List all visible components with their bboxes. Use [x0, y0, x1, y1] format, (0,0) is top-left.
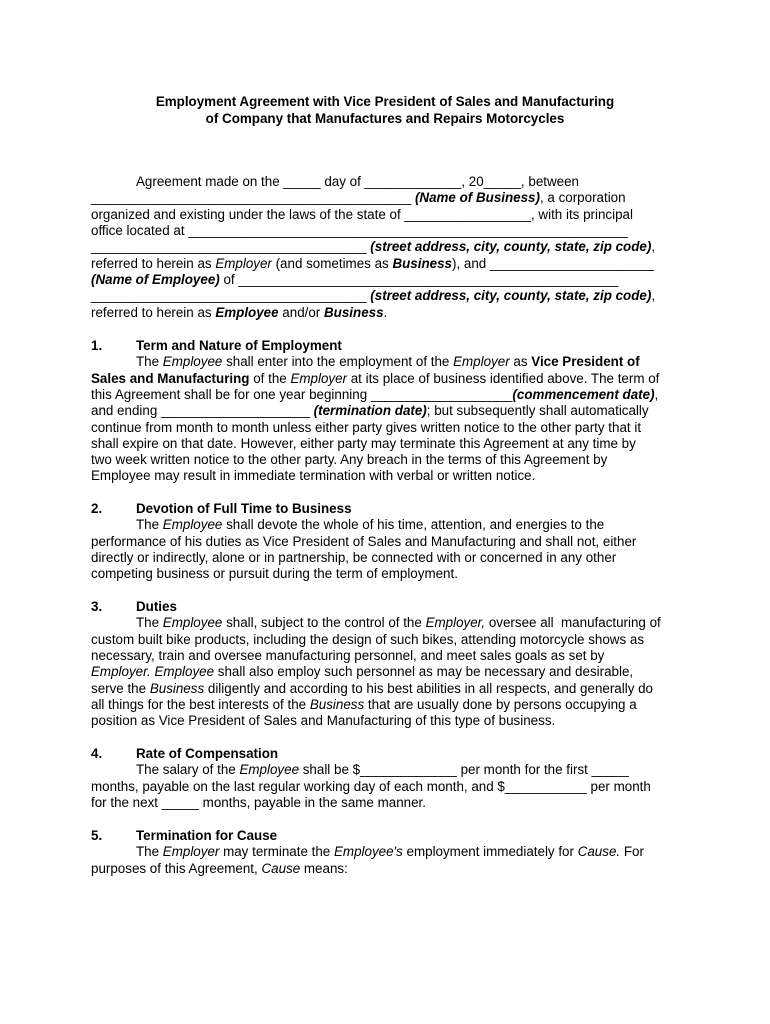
section-line: The Employee shall devote the whole of his time, attention, and energies to the	[136, 517, 605, 533]
section-line: months, payable on the last regular working day of each month, and $___________ per month	[91, 778, 651, 794]
section-line: The Employer may terminate the Employee's employment immediately for Cause. For	[136, 844, 644, 860]
section-line: purposes of this Agreement, Cause means:	[91, 860, 348, 876]
section-line: custom built bike products, including the design of such bikes, attending motorcycle shows as	[91, 631, 645, 647]
intro-line: referred to herein as Employee and/or Business.	[91, 305, 388, 320]
section-line: Employer. Employee shall also employ such personnel as may be necessary and desirable,	[91, 664, 634, 680]
section-line: for the next _____ months, payable in the same manner.	[91, 794, 426, 810]
section-heading: Devotion of Full Time to Business	[136, 501, 352, 516]
section-line: all things for the best interests of the Business that are usually done by persons occupying a	[91, 696, 637, 712]
section-number: 4.	[91, 746, 103, 761]
section-number: 3.	[91, 599, 103, 614]
section-heading: Rate of Compensation	[136, 746, 279, 761]
intro-line: _____________________________________ (street address, city, county, state, zip code),	[91, 239, 656, 254]
section-number: 5.	[91, 828, 103, 843]
section-line: two week written notice to the other party. Any breach in the terms of this Agreement by	[91, 452, 608, 468]
section-line: directly or indirectly, alone or in partnership, be connected with or concerned in any other	[91, 549, 617, 565]
intro-line: office located at ___________________________________________________________	[91, 223, 628, 238]
intro-line: organized and existing under the laws of the state of _________________, with its principal	[91, 207, 633, 222]
section-line: this Agreement shall be for one year beginning ___________________(commencement date),	[91, 386, 659, 402]
intro-line: (Name of Employee) of ___________________________________________________	[91, 272, 619, 287]
section-line: necessary, train and oversee manufacturing personnel, and meet sales goals as set by	[91, 647, 605, 663]
section-line: competing business or pursuit during the term of employment.	[91, 566, 458, 582]
section-line: The Employee shall enter into the employment of the Employer as Vice President of	[136, 354, 640, 370]
section-line: The salary of the Employee shall be $_____________ per month for the first _____	[136, 762, 629, 778]
intro-line: ___________________________________________ (Name of Business), a corporation	[91, 190, 626, 205]
section-number: 2.	[91, 501, 103, 516]
section-heading: Termination for Cause	[136, 828, 278, 843]
section-line: performance of his duties as Vice President of Sales and Manufacturing and shall not, either	[91, 533, 637, 549]
section-line: shall expire on that date. However, either party may terminate this Agreement at any time by	[91, 435, 636, 451]
section-line: position as Vice President of Sales and Manufacturing of this type of business.	[91, 713, 556, 729]
document-title-line-2: of Company that Manufactures and Repairs Motorcycles	[205, 111, 565, 126]
section-line: serve the Business diligently and according to his best abilities in all respects, and generally do	[91, 680, 654, 696]
section-heading: Term and Nature of Employment	[136, 338, 342, 353]
intro-line: _____________________________________ (street address, city, county, state, zip code),	[91, 288, 656, 303]
document-title-line-1: Employment Agreement with Vice President of Sales and Manufacturing	[155, 94, 615, 109]
section-number: 1.	[91, 338, 103, 353]
section-line: The Employee shall, subject to the control of the Employer, oversee all manufacturing of	[136, 615, 661, 631]
section-line: Employee may result in immediate termination with verbal or written notice.	[91, 468, 536, 484]
section-line: Sales and Manufacturing of the Employer at its place of business identified above. The term of	[91, 370, 660, 386]
intro-line: Agreement made on the _____ day of _____________, 20_____, between	[136, 174, 579, 189]
section-heading: Duties	[136, 599, 177, 614]
section-line: continue from month to month unless either party gives written notice to the other party that it	[91, 419, 642, 435]
section-line: and ending ____________________ (termination date); but subsequently shall automatically	[91, 403, 649, 419]
intro-line: referred to herein as Employer (and sometimes as Business), and ______________________	[91, 256, 654, 271]
